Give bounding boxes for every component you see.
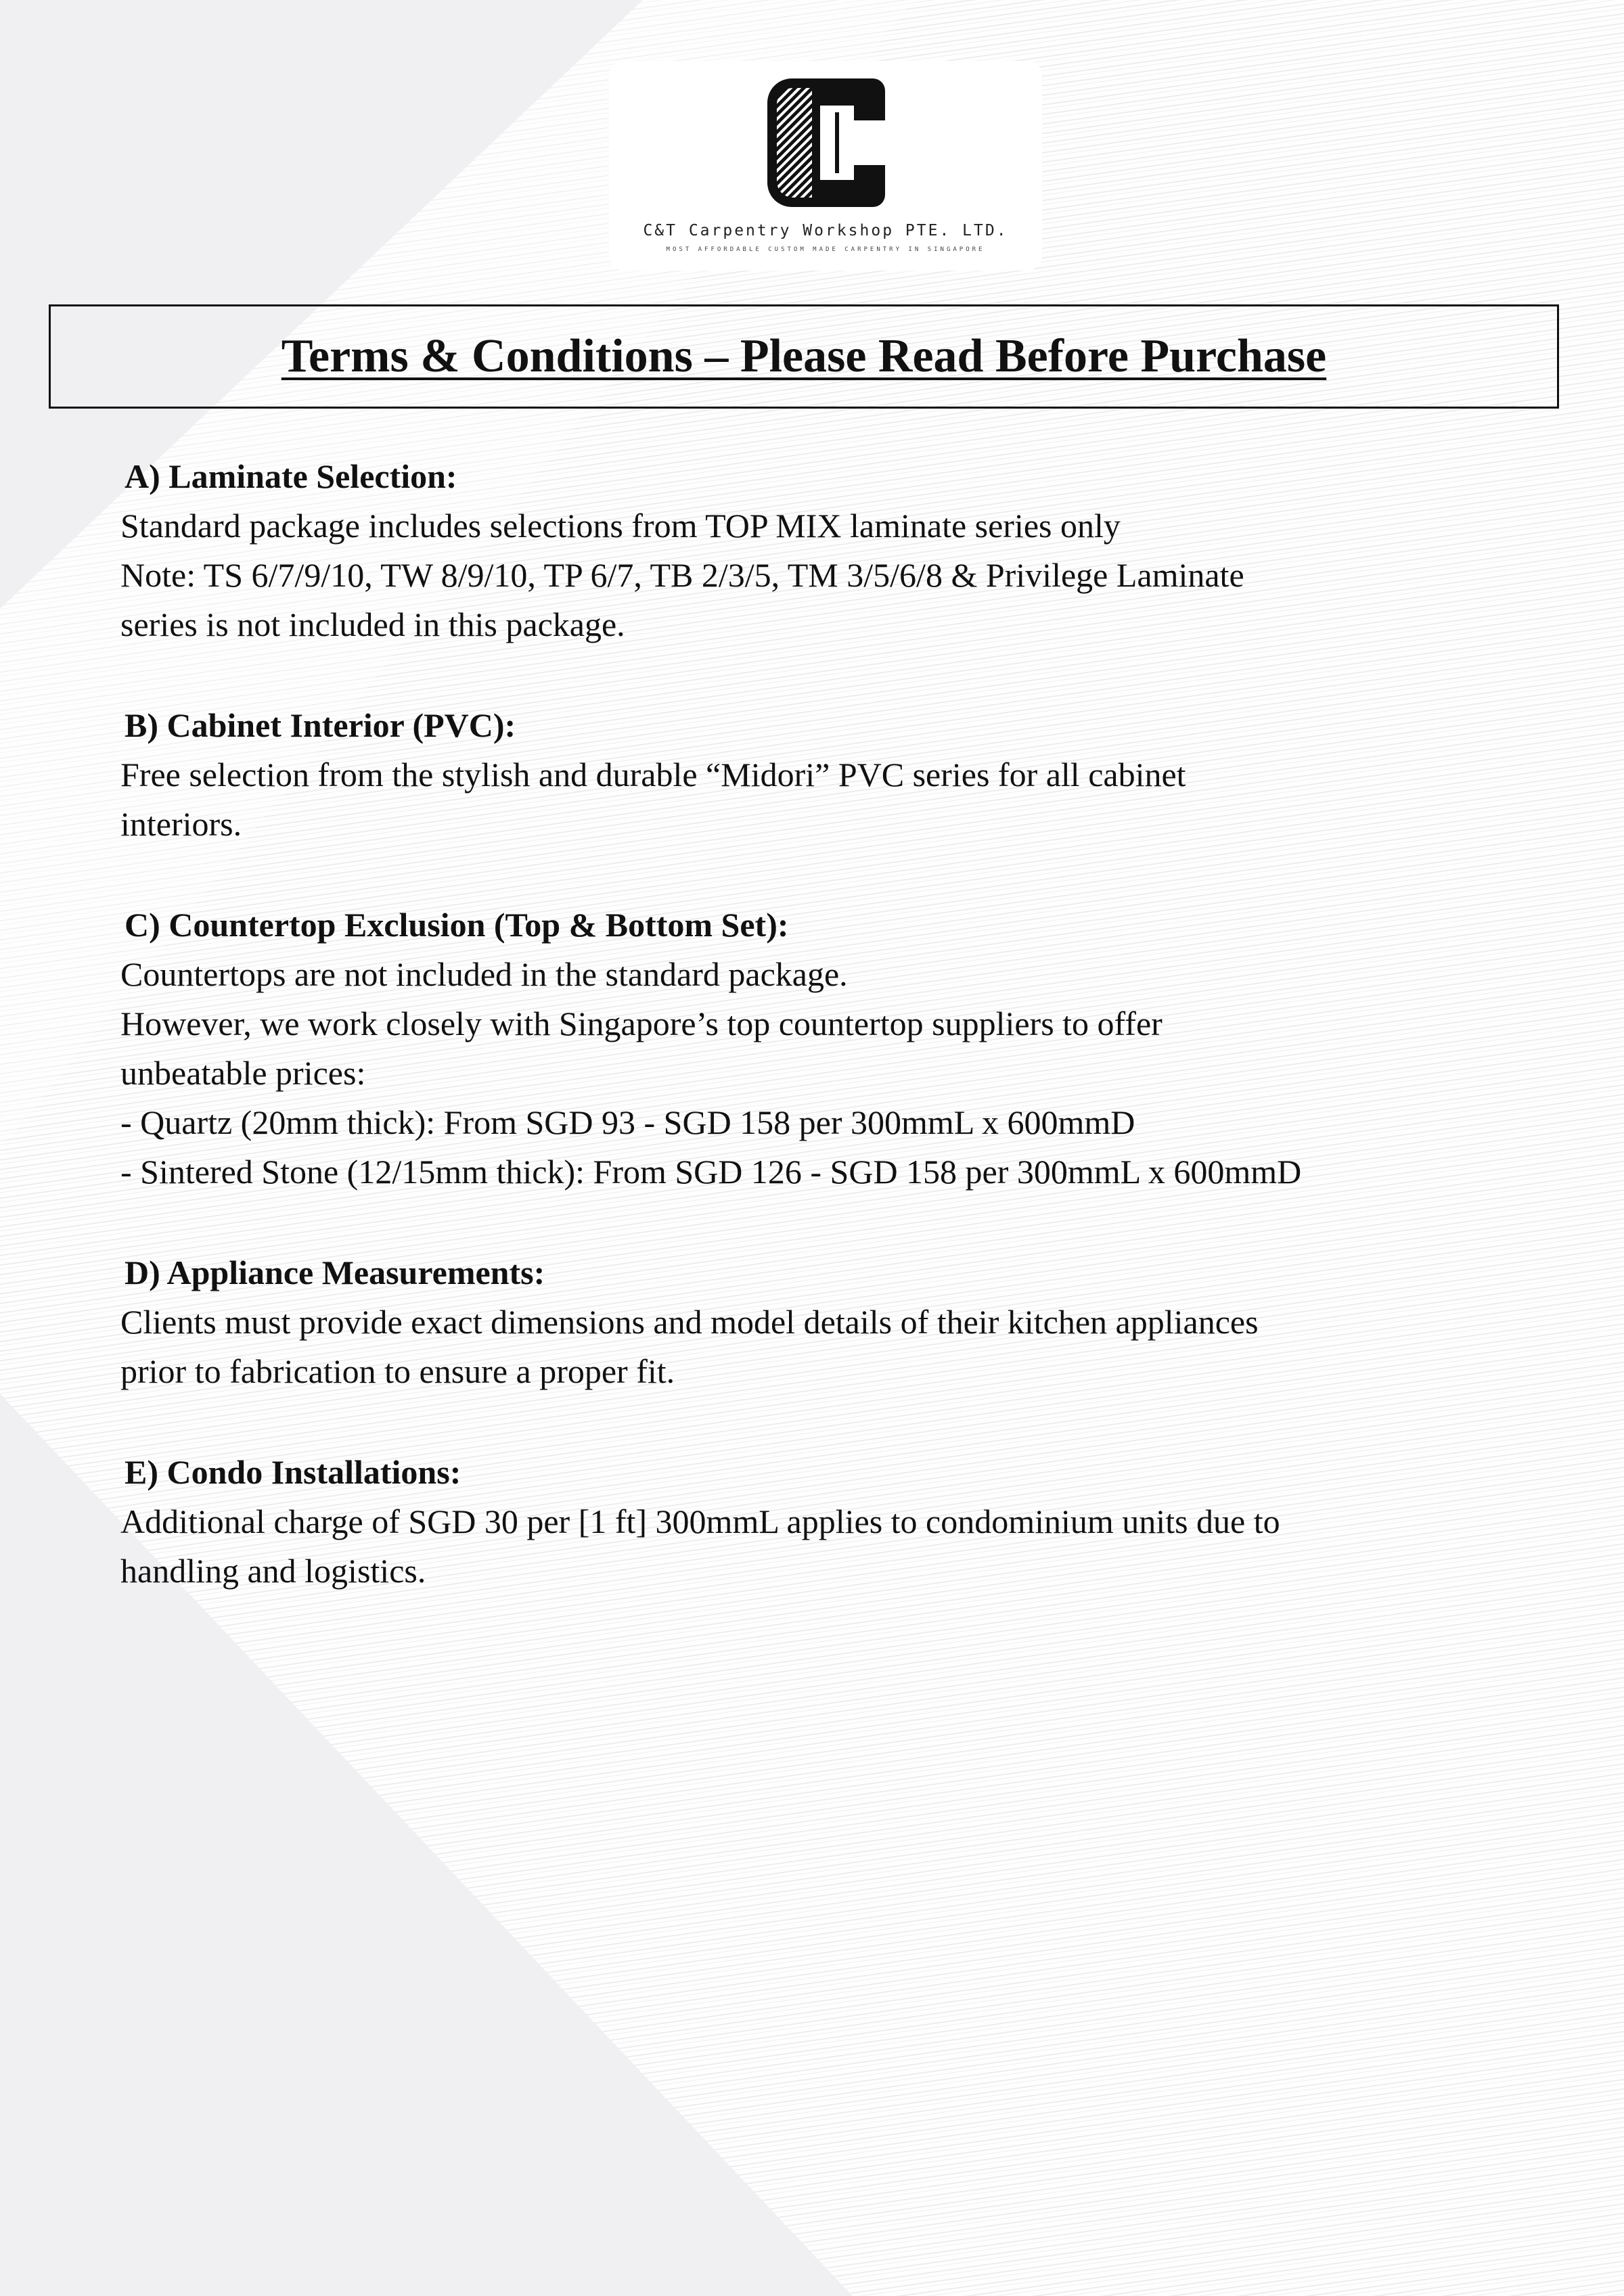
section-condo-installations xyxy=(120,1448,1541,1596)
price-list-item: - Sintered Stone (12/15mm thick): From SGD 126 - SGD 158 per 300mmL x 600mmD xyxy=(120,1153,1302,1191)
section-text-line: series is not included in this package. xyxy=(120,605,625,643)
section-text-line: Countertops are not included in the standard package. xyxy=(120,955,848,993)
company-name: C&T Carpentry Workshop PTE. LTD. xyxy=(643,222,1008,239)
section-text-line: handling and logistics. xyxy=(120,1552,426,1590)
terms-content xyxy=(120,452,1541,1647)
section-text-line: Note: TS 6/7/9/10, TW 8/9/10, TP 6/7, TB 2/3/5, TM 3/5/6/8 & Privilege Laminate xyxy=(120,556,1244,594)
ct-logo-mark-icon xyxy=(765,73,886,212)
section-text-line: Free selection from the stylish and durable “Midori” PVC series for all cabinet xyxy=(120,756,1186,794)
section-text-line: interiors. xyxy=(120,805,242,843)
company-logo xyxy=(609,61,1042,271)
section-heading: B) Cabinet Interior (PVC): xyxy=(125,706,516,744)
section-laminate-selection xyxy=(120,452,1541,649)
page-title: Terms & Conditions – Please Read Before Purchase xyxy=(281,330,1327,382)
section-text-line: However, we work closely with Singapore’s top countertop suppliers to offer xyxy=(120,1005,1163,1042)
section-text-line: Clients must provide exact dimensions and model details of their kitchen appliances xyxy=(120,1303,1259,1341)
section-heading: C) Countertop Exclusion (Top & Bottom Set): xyxy=(125,906,789,944)
section-text-line: prior to fabrication to ensure a proper fit. xyxy=(120,1352,675,1390)
title-box xyxy=(49,304,1559,409)
section-heading: E) Condo Installations: xyxy=(125,1453,461,1491)
company-tagline: MOST AFFORDABLE CUSTOM MADE CARPENTRY IN SINGAPORE xyxy=(666,246,985,253)
section-heading: D) Appliance Measurements: xyxy=(125,1254,545,1291)
section-text-line: unbeatable prices: xyxy=(120,1054,366,1092)
section-appliance-measurements xyxy=(120,1248,1541,1396)
section-heading: A) Laminate Selection: xyxy=(125,457,457,495)
section-text-line: Standard package includes selections from TOP MIX laminate series only xyxy=(120,507,1121,545)
section-cabinet-interior xyxy=(120,701,1541,849)
section-countertop-exclusion xyxy=(120,900,1541,1197)
price-list-item: - Quartz (20mm thick): From SGD 93 - SGD 158 per 300mmL x 600mmD xyxy=(120,1103,1135,1141)
section-text-line: Additional charge of SGD 30 per [1 ft] 300mmL applies to condominium units due to xyxy=(120,1502,1280,1540)
